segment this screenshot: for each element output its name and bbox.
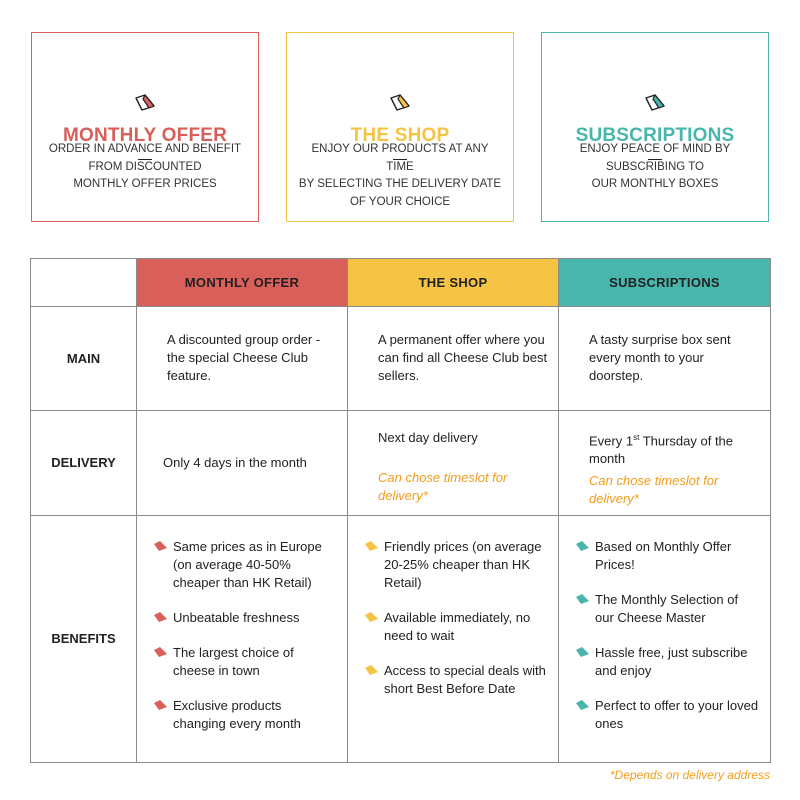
ordinal-suffix: st [633, 433, 640, 442]
benefit-text: Unbeatable freshness [173, 610, 300, 625]
delivery-subscriptions [559, 411, 771, 516]
header-monthly-offer: MONTHLY OFFER [137, 259, 348, 307]
main-the-shop: A permanent offer where you can find all Cheese Club best sellers. [348, 307, 559, 411]
card-description [552, 141, 758, 194]
benefit-text: The largest choice of cheese in town [173, 645, 294, 678]
cheese-wedge-icon [575, 593, 590, 605]
footnote: *Depends on delivery address [609, 768, 770, 782]
list-item [364, 609, 548, 645]
benefits-monthly-offer [137, 516, 348, 763]
list-item [575, 591, 760, 627]
delivery-text [589, 429, 760, 468]
header-the-shop: THE SHOP [348, 259, 559, 307]
desc-line: FROM DISCOUNTED [88, 160, 202, 173]
table-row-delivery [31, 411, 771, 516]
card-title: SUBSCRIPTIONS [575, 125, 735, 146]
row-label-main: MAIN [31, 307, 137, 411]
benefit-text: Friendly prices (on average 20-25% cheaper than HK Retail) [384, 539, 542, 590]
row-label-benefits: BENEFITS [31, 516, 137, 763]
card-description [297, 141, 503, 211]
benefit-list [364, 538, 548, 698]
list-item [153, 697, 337, 733]
delivery-the-shop [348, 411, 559, 516]
card-title: THE SHOP [350, 125, 450, 146]
delivery-note: Can chose timeslot for delivery* [589, 473, 719, 507]
benefit-text: Access to special deals with short Best Before Date [384, 663, 546, 696]
desc-line: SUBSCRIBING TO [606, 160, 704, 173]
table-header-row [31, 259, 771, 307]
desc-line: OF YOUR CHOICE [349, 195, 451, 208]
benefit-text: Same prices as in Europe (on average 40-50% cheaper than HK Retail) [173, 539, 322, 590]
cheese-wedge-icon [153, 699, 168, 711]
desc-line: ENJOY OUR PRODUCTS AT ANY TIME [311, 143, 489, 173]
cheese-wedge-icon [575, 540, 590, 552]
comparison-table [30, 258, 771, 763]
cheese-wedge-icon [364, 664, 379, 676]
list-item [575, 697, 760, 733]
delivery-text: Next day delivery [378, 430, 478, 445]
desc-line: OUR MONTHLY BOXES [591, 178, 719, 190]
cheese-wedge-icon [542, 93, 768, 111]
desc-line: ORDER IN ADVANCE AND BENEFIT [48, 143, 242, 155]
delivery-note: Can chose timeslot for delivery* [378, 470, 508, 503]
benefit-list [575, 538, 760, 733]
benefit-text: Perfect to offer to your loved ones [595, 698, 759, 731]
benefit-text: Exclusive products changing every month [173, 698, 301, 731]
cheese-wedge-icon [153, 646, 168, 658]
delivery-text-part: Thursday of the month [589, 433, 734, 467]
main-monthly-offer: A discounted group order - the special Cheese Club feature. [137, 307, 348, 411]
cheese-wedge-icon [364, 540, 379, 552]
card-the-shop [286, 32, 514, 222]
list-item [575, 644, 760, 680]
benefits-the-shop [348, 516, 559, 763]
desc-line: MONTHLY OFFER PRICES [73, 178, 217, 190]
delivery-monthly-offer: Only 4 days in the month [137, 411, 348, 516]
list-item [153, 538, 337, 592]
list-item [364, 538, 548, 592]
benefit-list [153, 538, 337, 733]
benefit-text: Available immediately, no need to wait [384, 610, 531, 643]
desc-line: ENJOY PEACE OF MIND BY [579, 143, 731, 155]
cheese-wedge-icon [575, 646, 590, 658]
card-title: MONTHLY OFFER [62, 125, 228, 146]
cheese-wedge-icon [153, 611, 168, 623]
list-item [575, 538, 760, 574]
cheese-wedge-icon [287, 93, 513, 111]
cheese-wedge-icon [32, 93, 258, 111]
delivery-text-part: Every 1 [589, 433, 634, 449]
table-row-benefits [31, 516, 771, 763]
list-item [364, 662, 548, 698]
list-item [153, 609, 337, 627]
card-subscriptions [541, 32, 769, 222]
cheese-wedge-icon [364, 611, 379, 623]
main-subscriptions: A tasty surprise box sent every month to your doorstep. [559, 307, 771, 411]
desc-line: BY SELECTING THE DELIVERY DATE [298, 178, 502, 190]
row-label-delivery: DELIVERY [31, 411, 137, 516]
card-description [42, 141, 248, 194]
benefit-text: The Monthly Selection of our Cheese Master [595, 592, 739, 625]
table-row-main [31, 307, 771, 411]
offer-cards [31, 32, 770, 224]
list-item [153, 644, 337, 680]
empty-corner-cell [31, 259, 137, 307]
benefit-text: Based on Monthly Offer Prices! [595, 539, 732, 572]
card-monthly-offer [31, 32, 259, 222]
cheese-wedge-icon [575, 699, 590, 711]
cheese-wedge-icon [153, 540, 168, 552]
header-subscriptions: SUBSCRIPTIONS [559, 259, 771, 307]
benefits-subscriptions [559, 516, 771, 763]
benefit-text: Hassle free, just subscribe and enjoy [595, 645, 748, 678]
